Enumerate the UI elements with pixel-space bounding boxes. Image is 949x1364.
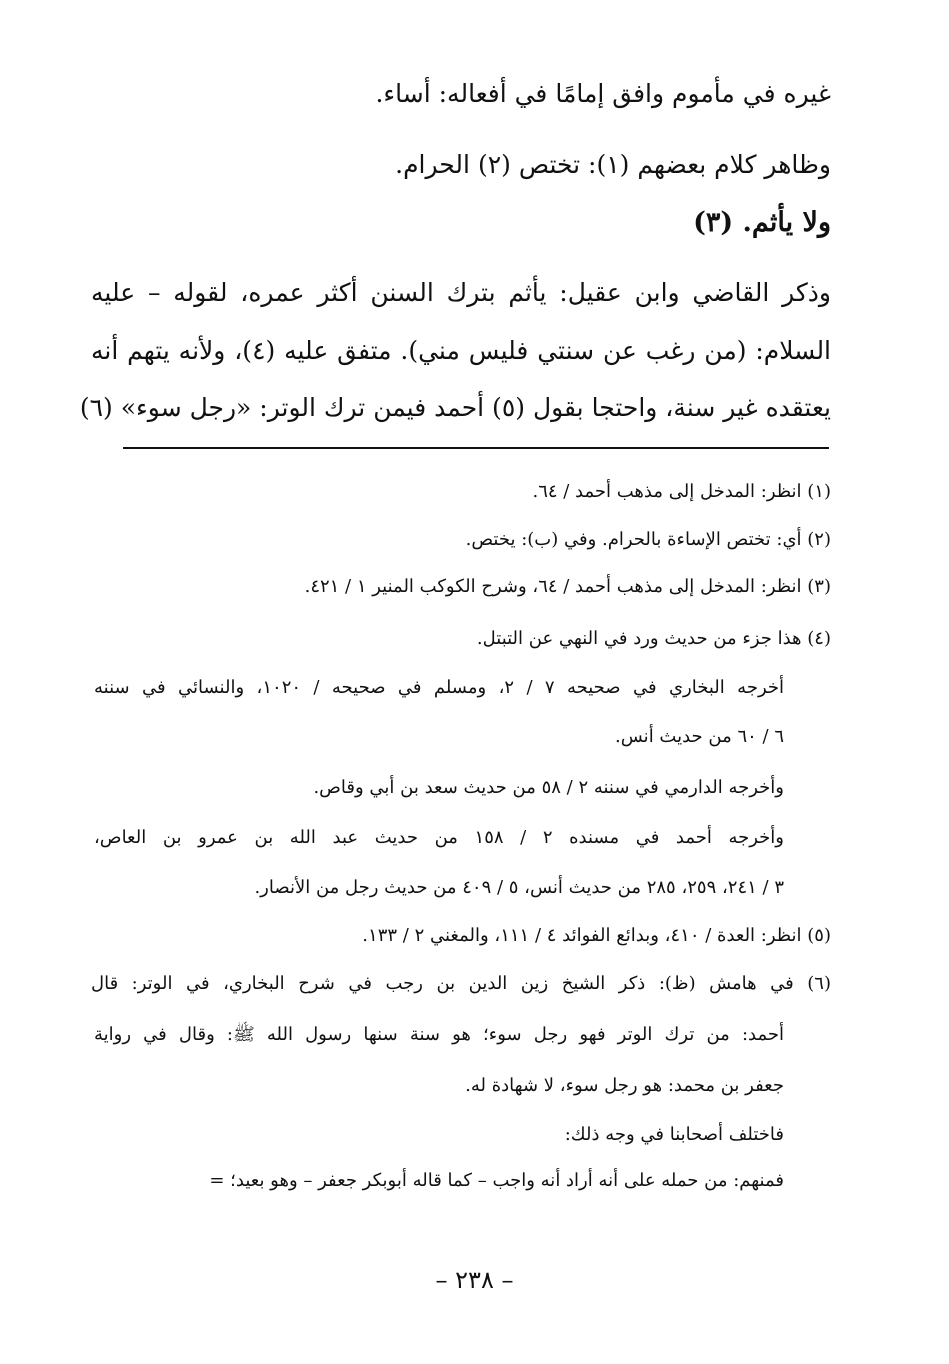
body-line-3-bold: ولا يأثم. (٣)	[693, 207, 831, 238]
footnote-1: (١) انظر: المدخل إلى مذهب أحمد / ٦٤.	[532, 481, 831, 502]
footnote-4-line-2: أخرجه البخاري في صحيحه ٧ / ٢، ومسلم في صحيحه / ١٠٢٠، والنسائي في سننه	[94, 677, 785, 698]
footnote-separator	[123, 447, 829, 449]
footnote-4: (٤) هذا جزء من حديث ورد في النهي عن التبتل.	[476, 628, 831, 649]
body-line-5: السلام: (من رغب عن سنتي فليس مني). متفق عليه (٤)، ولأنه يتهم أنه	[91, 336, 832, 365]
body-line-6: يعتقده غير سنة، واحتجا بقول (٥) أحمد فيمن ترك الوتر: «رجل سوء» (٦)	[79, 393, 831, 422]
body-line-4: وذكر القاضي وابن عقيل: يأثم بترك السنن أكثر عمره، لقوله – عليه	[91, 278, 831, 307]
footnote-3: (٣) انظر: المدخل إلى مذهب أحمد / ٦٤، وشرح الكوكب المنير ١ / ٤٢١.	[304, 576, 831, 597]
footnote-6-line-3: جعفر بن محمد: هو رجل سوء، لا شهادة له.	[465, 1075, 784, 1096]
footnote-6-line-4: فاختلف أصحابنا في وجه ذلك:	[564, 1124, 784, 1145]
footnote-4-line-5: وأخرجه أحمد في مسنده ٢ / ١٥٨ من حديث عبد الله بن عمرو بن العاص،	[94, 827, 785, 848]
footnote-4-line-4: وأخرجه الدارمي في سننه ٢ / ٥٨ من حديث سعد بن أبي وقاص.	[313, 777, 784, 798]
body-line-1: غيره في مأموم وافق إمامًا في أفعاله: أساء.	[375, 79, 831, 108]
footnote-4-line-6: ٣ / ٢٤١، ٢٥٩، ٢٨٥ من حديث أنس، ٥ / ٤٠٩ من حديث رجل من الأنصار.	[254, 877, 784, 898]
footnote-5: (٥) انظر: العدة / ٤١٠، وبدائع الفوائد ٤ / ١١١، والمغني ٢ / ١٣٣.	[362, 925, 831, 946]
footnote-6-line-5: فمنهم: من حمله على أنه أراد أنه واجب – كما قاله أبوبكر جعفر – وهو بعيد؛ =	[209, 1170, 784, 1191]
body-line-2: وظاهر كلام بعضهم (١): تختص (٢) الحرام.	[395, 150, 831, 179]
footnote-6-line-2: أحمد: من ترك الوتر فهو رجل سوء؛ هو سنة سنها رسول الله ﷺ: وقال في رواية	[94, 1024, 784, 1045]
page-number: – ٢٣٨ –	[435, 1266, 514, 1294]
footnote-2: (٢) أي: تختص الإساءة بالحرام. وفي (ب): يختص.	[465, 529, 831, 550]
footnote-6: (٦) في هامش (ظ): ذكر الشيخ زين الدين بن رجب في شرح البخاري، في الوتر: قال	[91, 973, 831, 994]
footnote-4-line-3: ٦ / ٦٠ من حديث أنس.	[615, 726, 784, 747]
